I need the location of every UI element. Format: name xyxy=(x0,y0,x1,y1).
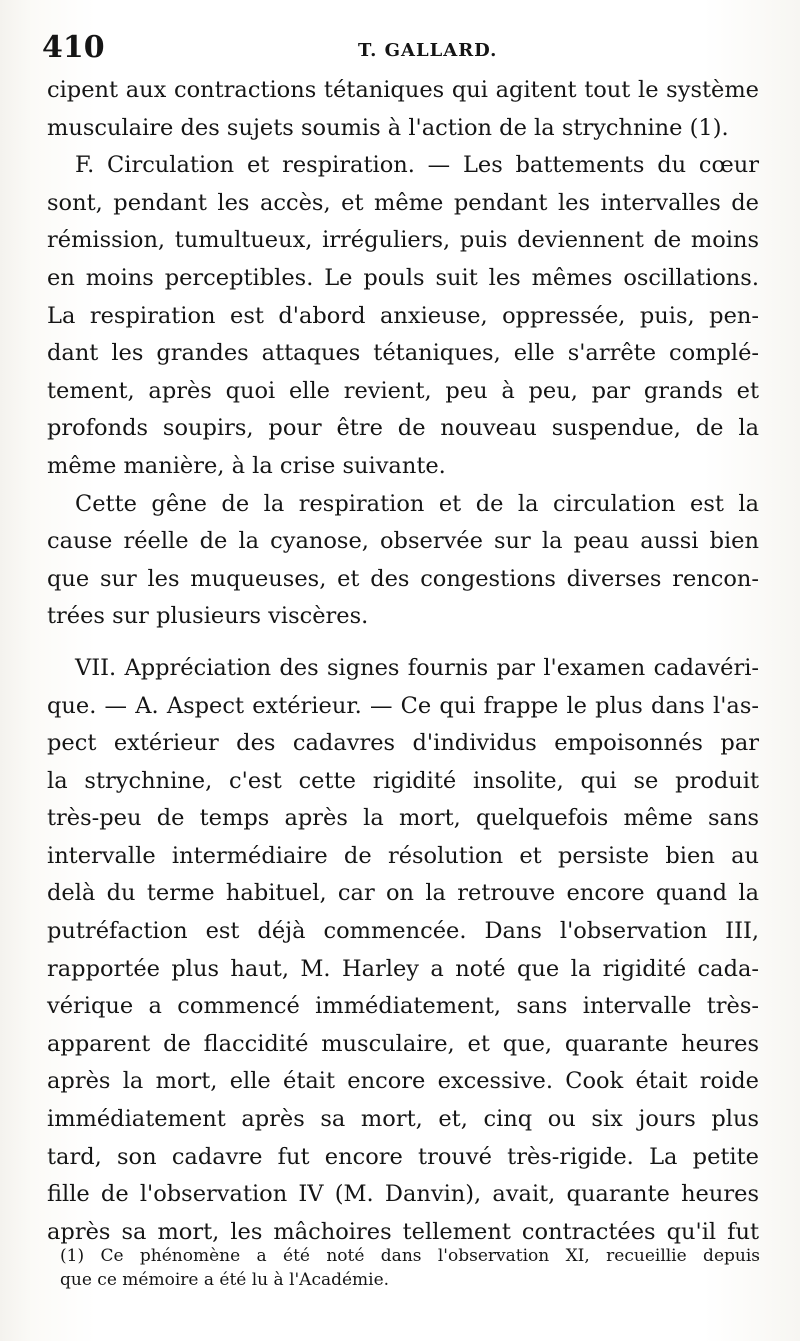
section-heading-line: F. Circulation et respiration. — Les battements du cœur xyxy=(75,152,759,179)
running-head: T. GALLARD. xyxy=(358,40,498,61)
text-line: rémission, tumultueux, irréguliers, puis deviennent de moins xyxy=(47,227,759,254)
footnote-line: que ce mémoire a été lu à l'Académie. xyxy=(60,1270,390,1290)
body-text xyxy=(47,72,759,1251)
text-line: cipent aux contractions tétaniques qui agitent tout le système xyxy=(47,77,759,103)
text-line: en moins perceptibles. Le pouls suit les mêmes oscillations. xyxy=(47,264,759,291)
text-line: sont, pendant les accès, et même pendant les intervalles de xyxy=(47,189,759,216)
text-line: la strychnine, c'est cette rigidité insolite, qui se produit xyxy=(47,767,759,794)
text-line: putréfaction est déjà commencée. Dans l'observation III, xyxy=(47,918,759,945)
text-line: La respiration est d'abord anxieuse, oppressée, puis, pen- xyxy=(47,302,759,329)
text-line: pect extérieur des cadavres d'individus empoisonnés par xyxy=(47,730,759,757)
text-line: fille de l'observation IV (M. Danvin), avait, quarante heures xyxy=(47,1181,759,1208)
text-line: delà du terme habituel, car on la retrouve encore quand la xyxy=(47,880,759,907)
text-line: que. — A. Aspect extérieur. — Ce qui frappe le plus dans l'as- xyxy=(47,692,759,719)
text-line: immédiatement après sa mort, et, cinq ou six jours plus xyxy=(47,1106,759,1133)
section-heading-line: VII. Appréciation des signes fournis par l'examen cadavéri- xyxy=(75,654,759,681)
page-header xyxy=(28,30,760,70)
text-line: profonds soupirs, pour être de nouveau suspendue, de la xyxy=(47,415,759,442)
text-line: tard, son cadavre fut encore trouvé très-rigide. La petite xyxy=(47,1143,759,1170)
text-line: trées sur plusieurs viscères. xyxy=(47,603,369,630)
text-line: tement, après quoi elle revient, peu à peu, par grands et xyxy=(47,377,759,404)
page-number: 410 xyxy=(42,30,105,65)
text-line: après sa mort, les mâchoires tellement contractées qu'il fut xyxy=(47,1218,759,1245)
text-line: même manière, à la crise suivante. xyxy=(47,452,446,479)
text-line: intervalle intermédiaire de résolution et persiste bien au xyxy=(47,842,759,869)
text-line: rapportée plus haut, M. Harley a noté que la rigidité cada- xyxy=(47,955,759,982)
text-line: après la mort, elle était encore excessive. Cook était roide xyxy=(47,1068,759,1095)
footnote xyxy=(60,1244,760,1292)
text-line: musculaire des sujets soumis à l'action de la strychnine (1). xyxy=(47,114,729,141)
footnote-line: (1) Ce phénomène a été noté dans l'observation XI, recueillie depuis xyxy=(60,1246,760,1266)
text-line: très-peu de temps après la mort, quelquefois même sans xyxy=(47,805,759,832)
text-line: cause réelle de la cyanose, observée sur la peau aussi bien xyxy=(47,528,759,555)
text-line: dant les grandes attaques tétaniques, elle s'arrête complé- xyxy=(47,340,759,367)
paragraph-gap xyxy=(47,636,759,650)
text-line: que sur les muqueuses, et des congestions diverses rencon- xyxy=(47,565,759,592)
text-line: apparent de flaccidité musculaire, et que, quarante heures xyxy=(47,1030,759,1057)
text-line: vérique a commencé immédiatement, sans intervalle très- xyxy=(47,993,759,1020)
text-line: Cette gêne de la respiration et de la circulation est la xyxy=(75,490,759,517)
